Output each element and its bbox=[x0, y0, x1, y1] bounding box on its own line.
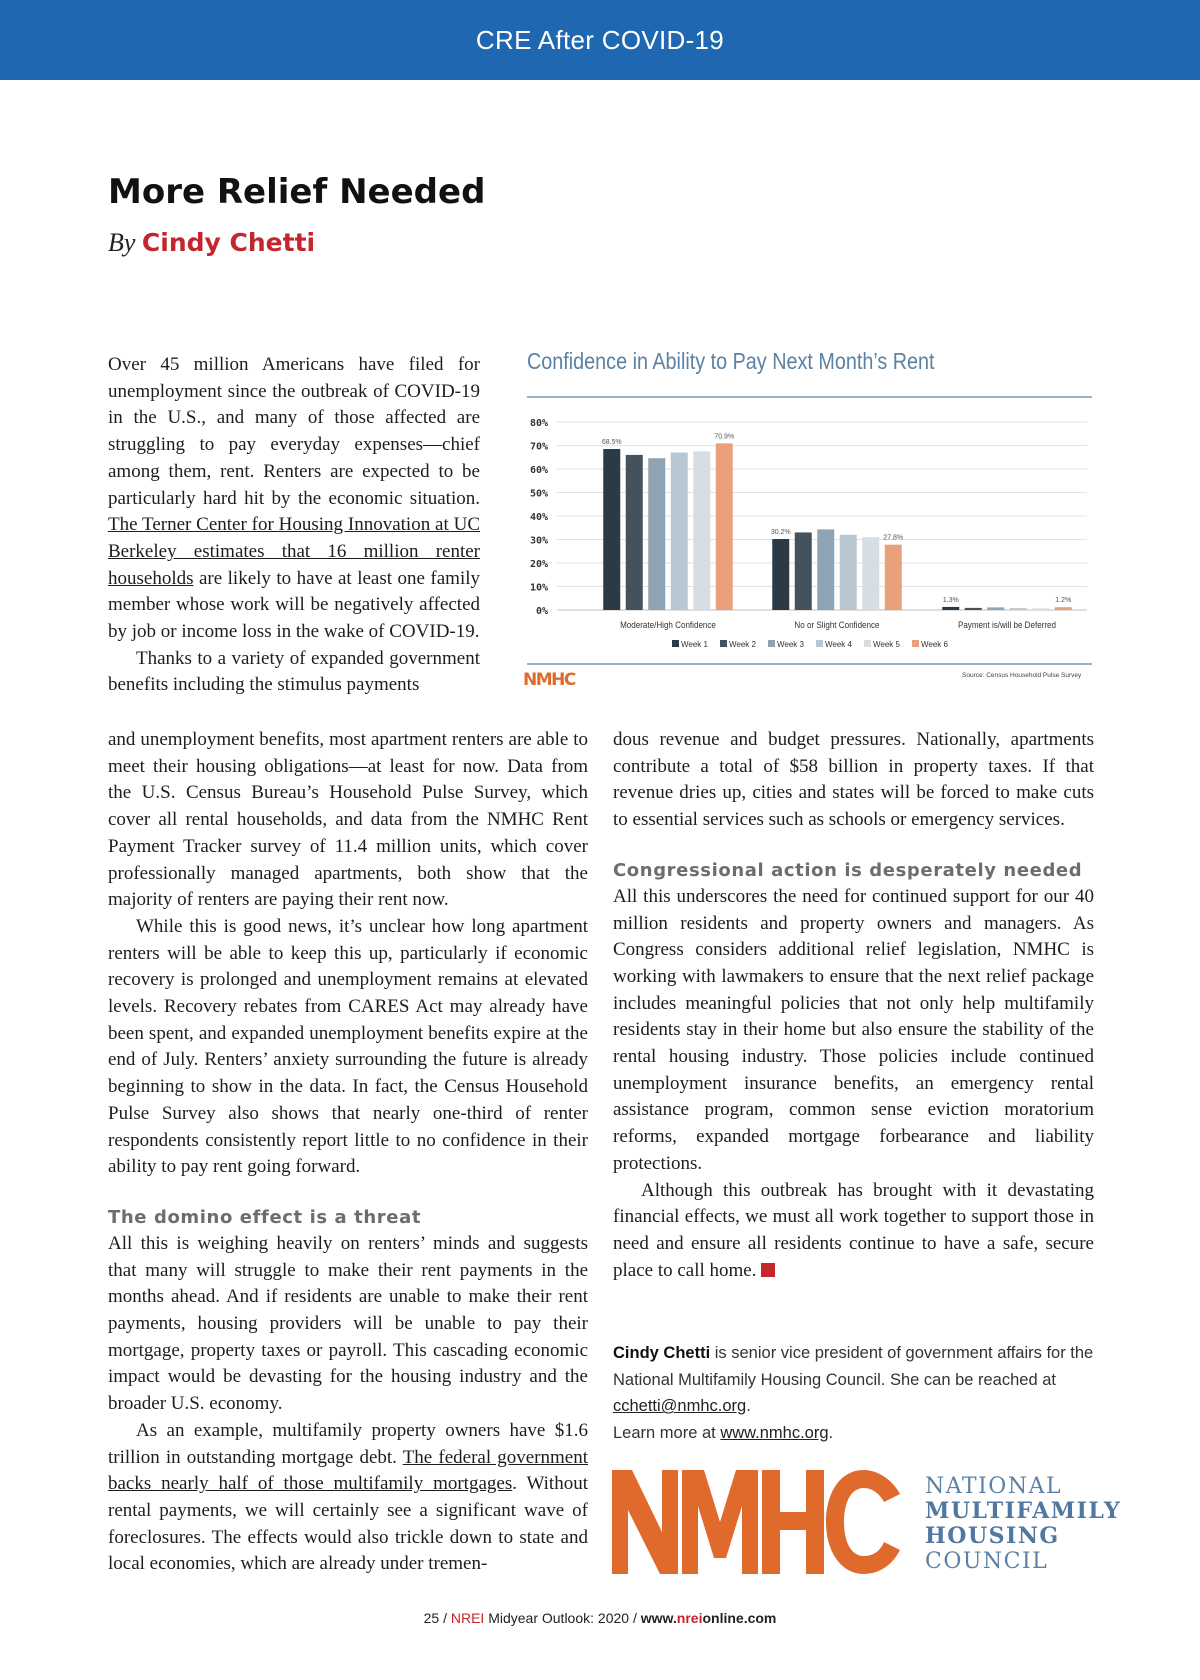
footer-site-suffix: online.com bbox=[702, 1610, 777, 1626]
legend-swatch bbox=[672, 640, 679, 647]
chart-bar bbox=[603, 449, 620, 610]
footer-site-prefix: www. bbox=[640, 1610, 677, 1626]
nmhc-logo-mark bbox=[612, 1470, 900, 1574]
subhead-domino: The domino effect is a threat bbox=[108, 1206, 422, 1228]
footer-separator: / bbox=[629, 1610, 641, 1626]
article-headline: More Relief Needed bbox=[108, 172, 486, 212]
paragraph-example bbox=[108, 1418, 588, 1578]
paragraph-closing bbox=[613, 1178, 1094, 1285]
y-tick-label: 30% bbox=[529, 535, 548, 547]
x-category-label: Payment is/will be Deferred bbox=[957, 619, 1057, 631]
article-column-right bbox=[613, 727, 1094, 1284]
legend-label: Week 5 bbox=[873, 640, 900, 649]
y-tick-label: 0% bbox=[535, 606, 548, 617]
chart-bar bbox=[1010, 608, 1027, 610]
article-column-intro bbox=[108, 352, 480, 699]
chart-bar bbox=[840, 535, 857, 610]
paragraph-closing-text: Although this outbreak has brought with it devastating financial effects, we must all work together to support those in need and ensure all residents continue to have a safe, secure place to call home. bbox=[613, 1179, 1094, 1281]
chart-bar bbox=[795, 532, 812, 610]
legend-label: Week 1 bbox=[681, 640, 708, 649]
logo-word-housing: HOUSING bbox=[925, 1523, 1060, 1549]
data-label: 27.8% bbox=[883, 534, 904, 542]
page-number: 25 bbox=[423, 1610, 440, 1626]
chart-bar bbox=[942, 607, 959, 610]
legend-swatch bbox=[912, 640, 919, 647]
footer-website[interactable] bbox=[641, 1610, 777, 1626]
x-category-label: No or Slight Confidence bbox=[794, 619, 880, 631]
chart-bottom-rule bbox=[527, 663, 1092, 665]
y-tick-label: 50% bbox=[529, 488, 548, 500]
terner-center-link[interactable]: The Terner Center for Housing Innovation at UC Berkeley estimates that 16 million renter households bbox=[108, 514, 480, 589]
paragraph-weighing: All this is weighing heavily on renters’ minds and suggests that many will struggle to make their rent payments in the months ahead. And if residents are unable to make their rent payments, housing providers will be unable to pay their mortgage, property taxes or payroll. This cascading economic impact would be devasting for the housing industry and the broader U.S. economy. bbox=[108, 1232, 588, 1415]
chart-bar bbox=[648, 458, 665, 610]
paragraph-good-news: While this is good news, it’s unclear how long apartment renters will be able to keep this up, particularly if economic recovery is prolonged and unemployment remains at elevated levels. Recovery rebates from CARES Act may already have been spent, and expanded unemployment benefits expire at the end of July. Renters’ anxiety surrounding the future is already beginning to show in the data. In fact, the Census Household Pulse Survey also shows that nearly one-third of renter respondents consistently report little to no confidence in their ability to pay rent going forward. bbox=[108, 915, 588, 1178]
page-footer bbox=[0, 1610, 1200, 1626]
logo-word-multifamily: MULTIFAMILY bbox=[925, 1498, 1122, 1524]
federal-government-link[interactable]: The federal government backs nearly half of those multifamily mortgages bbox=[108, 1446, 588, 1495]
byline-prefix: By bbox=[108, 228, 136, 257]
author-bio bbox=[613, 1340, 1103, 1446]
chart-top-rule bbox=[527, 396, 1092, 398]
nmhc-site-link[interactable]: www.nmhc.org bbox=[720, 1423, 829, 1442]
chart-bar bbox=[772, 539, 789, 610]
x-category-label: Moderate/High Confidence bbox=[620, 619, 716, 631]
spacer bbox=[108, 1181, 588, 1205]
bio-description: is senior vice president of government affairs for the National Multifamily Housing Council. She can be reached at bbox=[613, 1344, 1094, 1389]
y-tick-label: 20% bbox=[529, 559, 548, 570]
byline bbox=[108, 228, 315, 258]
paragraph-revenue: dous revenue and budget pressures. Nationally, apartments contribute a total of $58 billion in property taxes. If that revenue dries up, cities and states will be forced to make cuts to essential services such as schools or emergency services. bbox=[613, 729, 1094, 831]
chart-nmhc-logo: NMHC bbox=[523, 670, 575, 690]
y-tick-label: 80% bbox=[529, 418, 548, 429]
chart-bar bbox=[671, 453, 688, 610]
chart-bar bbox=[862, 537, 879, 610]
footer-publication: Midyear Outlook: 2020 bbox=[484, 1610, 630, 1626]
chart-bar bbox=[885, 545, 902, 610]
logo-word-national: NATIONAL bbox=[925, 1474, 1063, 1499]
y-tick-label: 10% bbox=[529, 582, 548, 594]
nmhc-letterforms bbox=[612, 1470, 900, 1574]
legend-swatch bbox=[816, 640, 823, 647]
chart-bar bbox=[1055, 607, 1072, 610]
paragraph-underscores: All this underscores the need for continued support for our 40 million residents and property owners and managers. As Congress considers additional relief legislation, NMHC is working with lawmakers to ensure that the next relief package includes meaningful policies that not only help multifamily residents stay in their home but also ensure the stability of the rental housing industry. Those policies include continued unemployment insurance benefits, an emergency rental assistance program, common sense eviction moratorium reforms, expanded mortgage forbearance and liability protections. bbox=[613, 885, 1094, 1174]
chart-bar bbox=[987, 607, 1004, 610]
section-banner bbox=[0, 0, 1200, 80]
article-column-left bbox=[108, 727, 588, 1578]
byline-author: Cindy Chetti bbox=[141, 228, 316, 257]
data-label: 1.2% bbox=[1055, 597, 1072, 605]
section-title: CRE After COVID-19 bbox=[475, 24, 725, 55]
spacer bbox=[613, 834, 1094, 858]
data-label: 30.2% bbox=[770, 529, 791, 537]
paragraph-intro bbox=[108, 352, 480, 646]
paragraph-benefits: and unemployment benefits, most apartment renters are able to meet their housing obligations—at least for now. Data from the U.S. Census Bureau’s Household Pulse Survey, which cover all rental households, and data from the NMHC Rent Payment Tracker survey of 11.4 million units, which cover professionally managed apartments, both show that the majority of renters are paying their rent now. bbox=[108, 729, 588, 911]
logo-word-council: COUNCIL bbox=[925, 1549, 1049, 1574]
legend-label: Week 4 bbox=[825, 640, 852, 649]
bio-period: . bbox=[746, 1397, 751, 1415]
chart-bar bbox=[626, 455, 643, 610]
legend-label: Week 6 bbox=[921, 640, 948, 649]
nmhc-logo-wordmark bbox=[925, 1474, 1121, 1574]
rent-confidence-chart bbox=[512, 404, 1097, 662]
legend-swatch bbox=[864, 640, 871, 647]
footer-site-brand: nrei bbox=[676, 1610, 703, 1626]
legend-swatch bbox=[768, 640, 775, 647]
paragraph-example-tail: . Without rental payments, we will certainly see a significant wave of foreclosures. The effects would also trickle down to state and local economies, which are already under tremen- bbox=[108, 1473, 588, 1575]
paragraph-intro-tail: are likely to have at least one family member whose work will be negatively affected by job or income loss in the wake of COVID-19. bbox=[108, 567, 480, 643]
learn-more-period: . bbox=[828, 1423, 834, 1442]
data-label: 1.3% bbox=[942, 596, 959, 604]
chart-source: Source: Census Household Pulse Survey bbox=[962, 672, 1082, 679]
y-tick-label: 40% bbox=[529, 512, 548, 523]
chart-title: Confidence in Ability to Pay Next Month’s Rent bbox=[527, 348, 935, 374]
bio-text bbox=[613, 1340, 1103, 1420]
legend-label: Week 3 bbox=[777, 640, 804, 649]
data-label: 68.5% bbox=[601, 439, 622, 447]
learn-more-label: Learn more at bbox=[613, 1423, 721, 1442]
footer-nrei: NREI bbox=[450, 1610, 485, 1626]
paragraph-benefits-start: Thanks to a variety of expanded government benefits including the stimulus payments bbox=[108, 647, 480, 696]
end-mark-icon bbox=[761, 1263, 775, 1277]
legend-label: Week 2 bbox=[729, 640, 756, 649]
learn-more bbox=[613, 1420, 1103, 1447]
legend-swatch bbox=[720, 640, 727, 647]
y-tick-label: 60% bbox=[529, 465, 548, 476]
chart-bar bbox=[965, 608, 982, 610]
subhead-congressional: Congressional action is desperately needed bbox=[613, 859, 1083, 881]
email-link[interactable]: cchetti@nmhc.org bbox=[613, 1397, 747, 1415]
chart-bar bbox=[1032, 608, 1049, 610]
paragraph-intro-lead: Over 45 million Americans have filed for unemployment since the outbreak of COVID-19 in the U.S., and many of those affected are struggling to pay everyday expenses—chief among them, rent. Renters are expected to be particularly hard hit by the economic situation. bbox=[108, 354, 480, 509]
data-label: 70.9% bbox=[714, 433, 735, 441]
paragraph-example-lead: As an example, multifamily property owners have $1.6 trillion in outstanding mortgage debt. bbox=[108, 1419, 588, 1468]
chart-bar bbox=[817, 529, 834, 610]
chart-bar bbox=[693, 451, 710, 610]
footer-separator: / bbox=[439, 1610, 451, 1626]
y-tick-label: 70% bbox=[529, 441, 548, 453]
bio-name: Cindy Chetti bbox=[613, 1344, 711, 1362]
chart-bar bbox=[716, 443, 733, 610]
